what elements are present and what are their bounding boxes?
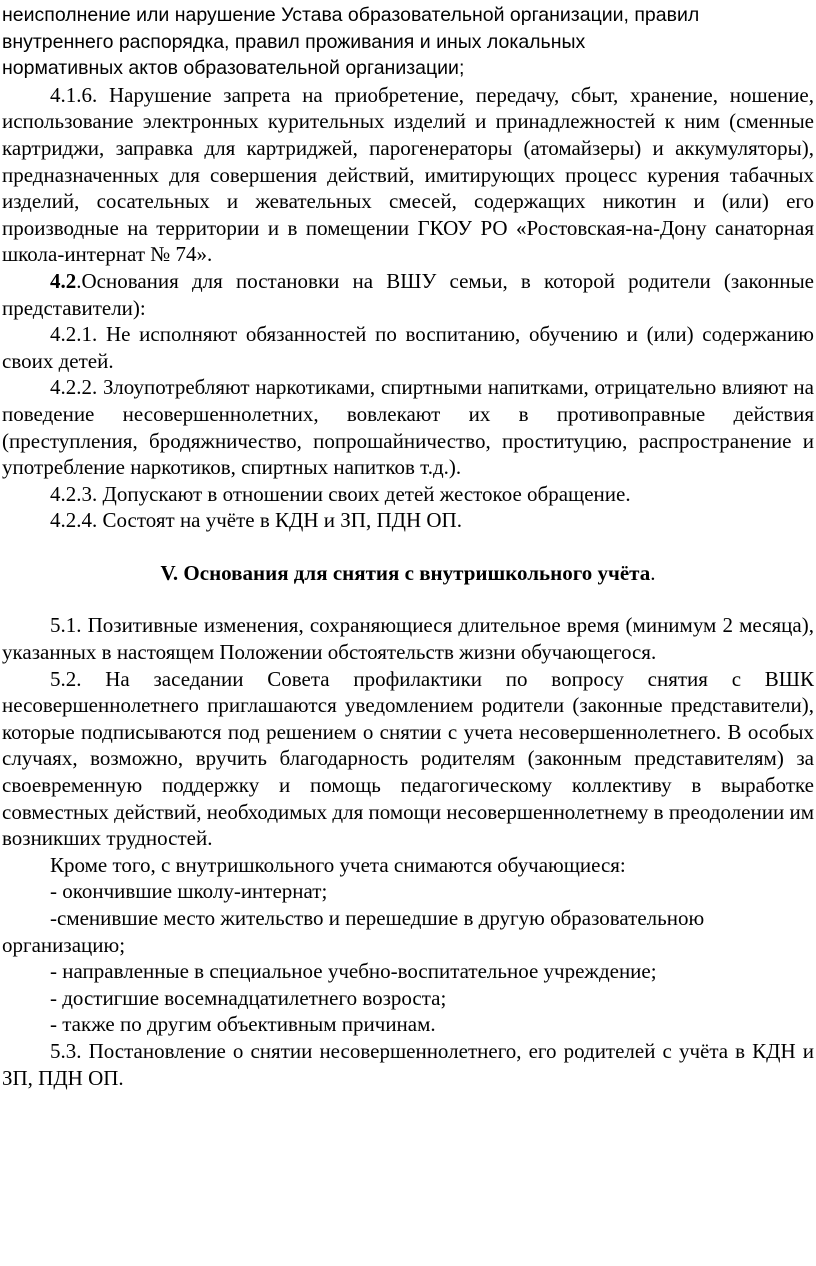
paragraph-4-1-6: 4.1.6. Нарушение запрета на приобретение, передачу, сбыт, хранение, ношение, использование электронных курительных изделий и принадлежностей к ним (сменные картриджи, заправка для картриджей, парогенераторы (атомайзеры) и аккумуляторы), предназначенных для совершения действий, имитирующих процесс курения табачных изделий, сосательных и жевательных смесей, содержащих никотин и (или) его производные на территории и в помещении ГКОУ РО «Ростовская-на-Дону санаторная школа-интернат № 74». (2, 82, 814, 267)
list-item: -сменившие место жительство и перешедшие в другую образовательною организацию; (2, 906, 705, 957)
section-v-heading-text: V. Основания для снятия с внутришкольного учёта (160, 560, 651, 585)
intro-line: внутреннего распорядка, правил проживания и иных локальных (2, 30, 586, 53)
intro-line: нормативных актов образовательной организации; (2, 57, 465, 80)
section-v-heading-dot: . (650, 560, 656, 585)
list-item: - достигшие восемнадцатилетнего возроста; (50, 985, 447, 1010)
list-item: - окончившие школу-интернат; (50, 879, 328, 904)
paragraph-4-2-number: 4.2 (50, 268, 77, 293)
list-item: - также по другим объективным причинам. (50, 1012, 436, 1037)
intro-line: неисполнение или нарушение Устава образовательной организации, правил (2, 4, 700, 26)
paragraph-4-2-2: 4.2.2. Злоупотребляют наркотиками, спиртными напитками, отрицательно влияют на поведение несовершеннолетних, вовлекают их в противоправные действия (преступления, бродяжничество, попрошайничество, проституцию, распространение и употребление наркотиков, спиртных напитков т.д.). (2, 375, 814, 480)
paragraph-4-2-1: 4.2.1. Не исполняют обязанностей по воспитанию, обучению и (или) содержанию своих детей. (2, 322, 814, 373)
intro-paragraph (2, 2, 814, 82)
paragraph-5-2: 5.2. На заседании Совета профилактики по вопросу снятия с ВШК несовершеннолетнего приглашаются уведомлением родители (законные представители), которые подписываются под решением о снятии с учета несовершеннолетнего. В особых случаях, возможно, вручить благодарность родителям (законным представителям) за своевременную поддержку и помощь педагогическому коллективу в выработке совместных действий, необходимых для помощи несовершеннолетнему в преодолении им возникших трудностей. (2, 666, 814, 851)
list-item: - направленные в специальное учебно-воспитательное учреждение; (50, 959, 657, 984)
paragraph-4-2-4: 4.2.4. Состоят на учёте в КДН и ЗП, ПДН ОП. (50, 508, 462, 533)
paragraph-5-3: 5.3. Постановление о снятии несовершеннолетнего, его родителей с учёта в КДН и ЗП, ПДН ОП. (2, 1038, 814, 1090)
also-removed-intro: Кроме того, с внутришкольного учета снимаются обучающиеся: (50, 852, 626, 877)
paragraph-4-2-text: .Основания для постановки на ВШУ семьи, в которой родители (законные представители): (2, 268, 814, 320)
section-v-heading (2, 560, 814, 587)
paragraph-4-2-3: 4.2.3. Допускают в отношении своих детей жестокое обращение. (50, 481, 631, 506)
paragraph-4-2 (2, 268, 814, 321)
paragraph-5-1: 5.1. Позитивные изменения, сохраняющиеся длительное время (минимум 2 месяца), указанных в настоящем Положении обстоятельств жизни обучающегося. (2, 613, 814, 665)
